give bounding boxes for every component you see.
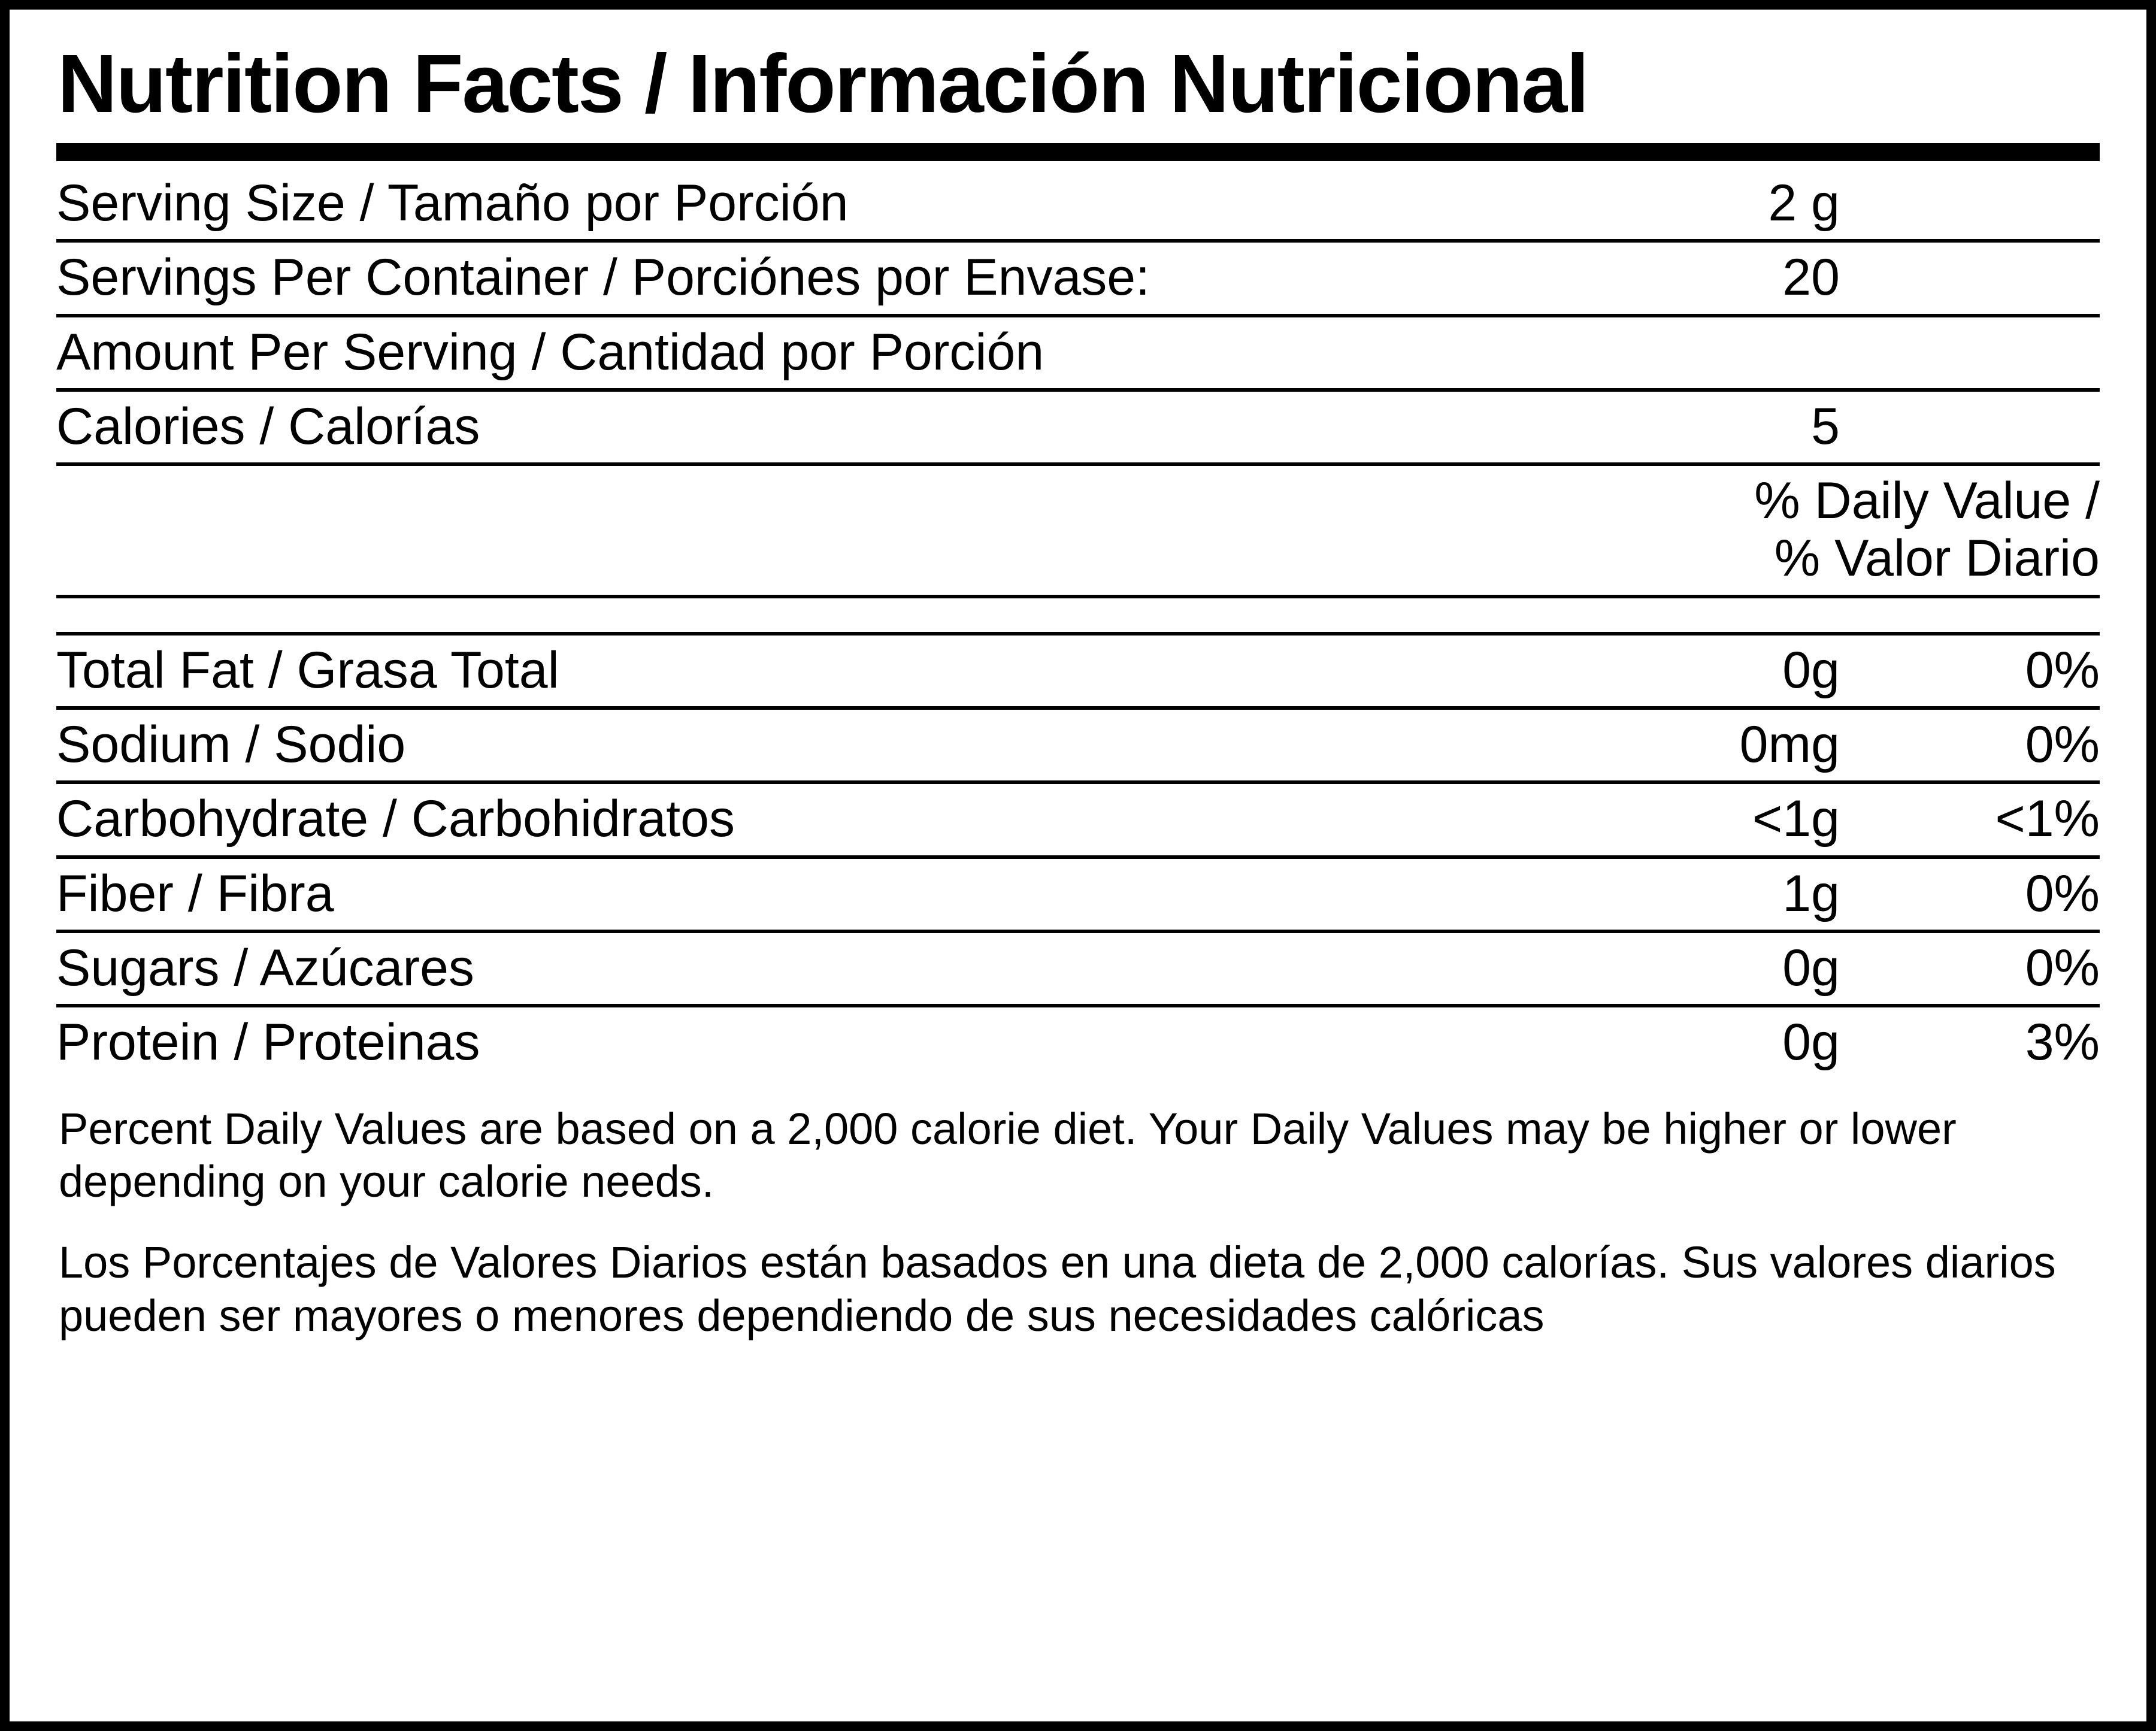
nutrient-dv: 0% <box>1840 634 2100 708</box>
footnote-english: Percent Daily Values are based on a 2,000 calorie diet. Your Daily Values may be higher or lower depending on your calorie needs. <box>59 1103 1957 1207</box>
nutrient-label: Carbohydrate / Carbohidratos <box>56 782 1580 857</box>
serving-size-label: Serving Size / Tamaño por Porción <box>56 168 1580 241</box>
amount-per-serving-dv <box>1840 316 2100 390</box>
table-row <box>56 857 2100 931</box>
amount-per-serving-value <box>1580 316 1840 390</box>
table-row <box>56 1006 2100 1078</box>
daily-value-header-line1: % Daily Value / <box>1754 472 2100 530</box>
table-row-servings-per-container <box>56 241 2100 315</box>
nutrient-dv: <1% <box>1840 782 2100 857</box>
servings-per-container-label: Servings Per Container / Porciónes por Envase: <box>56 241 1580 315</box>
title-divider <box>56 143 2100 161</box>
nutrient-amount: 0g <box>1580 634 1840 708</box>
nutrient-dv: 0% <box>1840 931 2100 1006</box>
servings-per-container-dv <box>1840 241 2100 315</box>
footnote-spanish: Los Porcentajes de Valores Diarios están basados en una dieta de 2,000 calorías. Sus valores diarios pueden ser mayores o menores dependiendo de sus necesidades calóricas <box>59 1237 2056 1341</box>
daily-value-header-line2: % Valor Diario <box>1774 529 2100 588</box>
nutrient-label: Sugars / Azúcares <box>56 931 1580 1006</box>
calories-label: Calories / Calorías <box>56 390 1580 464</box>
calories-dv <box>1840 390 2100 464</box>
nutrient-amount: 0mg <box>1580 708 1840 782</box>
footnotes <box>56 1103 2100 1343</box>
calories-value: 5 <box>1580 390 1840 464</box>
nutrient-amount: 0g <box>1782 1013 1840 1072</box>
table-row <box>56 931 2100 1006</box>
page-title: Nutrition Facts / Información Nutricional <box>57 38 1588 130</box>
table-row <box>56 782 2100 857</box>
nutrient-label: Protein / Proteinas <box>56 1013 480 1072</box>
nutrient-dv: 3% <box>2025 1013 2100 1072</box>
daily-value-header <box>1580 464 2100 597</box>
servings-per-container-value: 20 <box>1580 241 1840 315</box>
table-row <box>56 634 2100 708</box>
table-row-serving-size <box>56 168 2100 241</box>
nutrient-amount: <1g <box>1580 782 1840 857</box>
nutrition-table <box>56 168 2100 1079</box>
table-row-amount-per-serving <box>56 316 2100 390</box>
daily-value-header-spacer <box>56 464 1580 597</box>
table-row-calories <box>56 390 2100 464</box>
nutrient-amount: 0g <box>1580 931 1840 1006</box>
amount-per-serving-label: Amount Per Serving / Cantidad por Porción <box>56 316 1580 390</box>
spacer-row <box>56 597 2100 634</box>
serving-size-value: 2 g <box>1580 168 1840 241</box>
table-row <box>56 708 2100 782</box>
daily-value-header-row <box>56 464 2100 597</box>
nutrient-amount: 1g <box>1580 857 1840 931</box>
nutrient-label: Total Fat / Grasa Total <box>56 634 1580 708</box>
nutrient-dv: 0% <box>1840 708 2100 782</box>
nutrient-label: Fiber / Fibra <box>56 857 1580 931</box>
serving-size-dv <box>1840 168 2100 241</box>
nutrient-dv: 0% <box>1840 857 2100 931</box>
nutrient-label: Sodium / Sodio <box>56 708 1580 782</box>
